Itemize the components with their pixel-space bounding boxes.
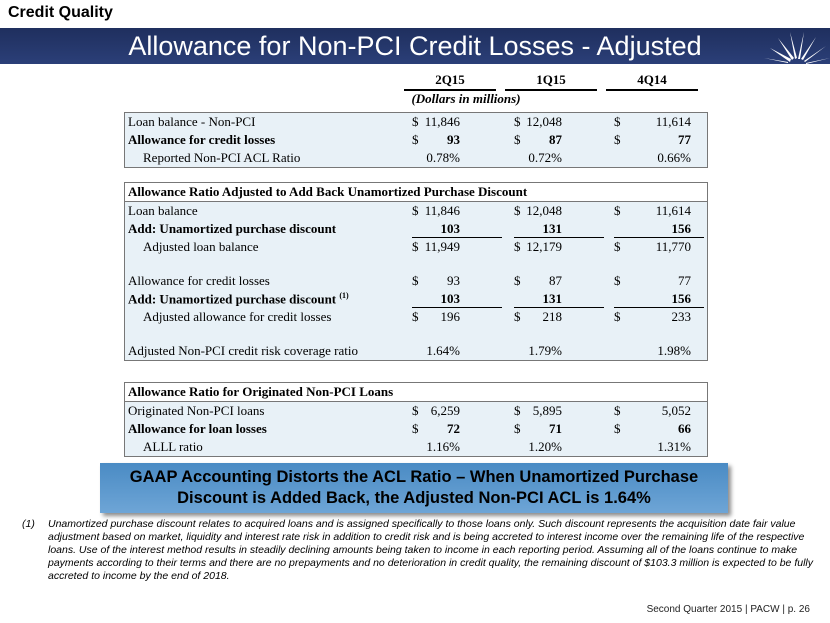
table-heading: [125, 383, 707, 402]
column-header-4q14: 4Q14: [606, 72, 698, 91]
currency-symbol: $: [412, 403, 419, 418]
table-row: [125, 238, 707, 256]
callout-box: [100, 463, 728, 513]
originated-loans-table: [124, 382, 708, 457]
value-4q14: 0.66%: [657, 150, 691, 165]
value-4q14: 66: [678, 421, 691, 436]
currency-symbol: $: [412, 132, 419, 147]
value-4q14: 11,770: [655, 239, 691, 254]
value-1q15: 218: [542, 309, 562, 324]
currency-symbol: $: [412, 114, 419, 129]
currency-symbol: $: [514, 403, 521, 418]
currency-symbol: $: [412, 273, 419, 288]
row-label: [128, 291, 349, 307]
row-label-text: Add: Unamortized purchase discount: [128, 291, 337, 307]
currency-symbol: $: [614, 421, 621, 436]
value-1q15: 12,048: [526, 203, 562, 218]
value-4q14: 156: [671, 291, 691, 306]
row-label: Adjusted allowance for credit losses: [143, 309, 332, 324]
value-2q15: 6,259: [430, 403, 460, 418]
table-heading-label: Allowance Ratio for Originated Non-PCI Loans: [128, 384, 394, 399]
value-1q15: 87: [549, 273, 562, 288]
value-2q15: 0.78%: [426, 150, 460, 165]
value-4q14: 77: [678, 132, 691, 147]
currency-symbol: $: [514, 421, 521, 436]
value-1q15: 131: [542, 291, 562, 306]
page-footer: Second Quarter 2015 | PACW | p. 26: [646, 604, 810, 615]
value-1q15: 1.79%: [528, 343, 562, 358]
table-row: [125, 220, 707, 238]
row-label: Loan balance - Non-PCI: [128, 114, 256, 129]
table-row: [125, 113, 707, 131]
value-2q15: 72: [447, 421, 460, 436]
currency-symbol: $: [514, 273, 521, 288]
currency-symbol: $: [514, 239, 521, 254]
title-bar: [0, 28, 830, 64]
value-1q15: 131: [542, 221, 562, 236]
value-4q14: 11,614: [655, 114, 691, 129]
value-4q14: 1.98%: [657, 343, 691, 358]
units-note: (Dollars in millions): [411, 91, 521, 106]
footnote-number: (1): [22, 518, 35, 530]
table-heading-label: Allowance Ratio Adjusted to Add Back Unamortized Purchase Discount: [128, 184, 528, 199]
row-label: Allowance for credit losses: [128, 132, 276, 147]
currency-symbol: $: [514, 309, 521, 324]
table-row: [125, 402, 707, 420]
value-2q15: 11,846: [424, 114, 460, 129]
value-2q15: 11,846: [424, 203, 460, 218]
column-header-2q15: 2Q15: [404, 72, 496, 91]
value-1q15: 0.72%: [528, 150, 562, 165]
value-2q15: 1.16%: [426, 439, 460, 454]
table-row: [125, 308, 707, 326]
row-label: ALLL ratio: [143, 439, 203, 454]
table-row: [125, 131, 707, 149]
table-row: [125, 149, 707, 167]
value-4q14: 1.31%: [657, 439, 691, 454]
value-4q14: 77: [678, 273, 691, 288]
value-1q15: 12,048: [526, 114, 562, 129]
sunburst-logo-icon: [750, 28, 830, 64]
table-row: [125, 272, 707, 290]
spacer-row: [125, 256, 707, 272]
value-1q15: 12,179: [526, 239, 562, 254]
value-1q15: 5,895: [532, 403, 562, 418]
value-4q14: 233: [671, 309, 691, 324]
spacer-row: [125, 326, 707, 342]
value-1q15: 1.20%: [528, 439, 562, 454]
table-row: [125, 438, 707, 456]
currency-symbol: $: [614, 203, 621, 218]
value-4q14: 5,052: [661, 403, 691, 418]
table-row: [125, 202, 707, 220]
currency-symbol: $: [614, 239, 621, 254]
row-label: Allowance for credit losses: [128, 273, 270, 288]
currency-symbol: $: [614, 309, 621, 324]
value-2q15: 93: [447, 132, 460, 147]
currency-symbol: $: [412, 203, 419, 218]
currency-symbol: $: [614, 114, 621, 129]
row-label: Originated Non-PCI loans: [128, 403, 265, 418]
row-label: Loan balance: [128, 203, 198, 218]
section-label: Credit Quality: [8, 4, 113, 21]
row-label: Allowance for loan losses: [128, 421, 267, 436]
currency-symbol: $: [412, 239, 419, 254]
currency-symbol: $: [614, 273, 621, 288]
row-label: Add: Unamortized purchase discount: [128, 221, 337, 236]
value-1q15: 87: [549, 132, 562, 147]
currency-symbol: $: [514, 114, 521, 129]
value-2q15: 11,949: [424, 239, 460, 254]
value-4q14: 156: [671, 221, 691, 236]
value-1q15: 71: [549, 421, 562, 436]
value-2q15: 196: [440, 309, 460, 324]
value-2q15: 103: [440, 221, 460, 236]
footnote-text: Unamortized purchase discount relates to acquired loans and is assigned specifically to those loans only. Such discount represents the acquisition date fair value adjustment based on market, liquidity and interest rate risk in addition to credit risk and is being accreted to interest income over the remaining life of the respective loans. Use of the interest method results in steadily declining amounts being taken to income in each reporting period. Assuming all of the loans continue to make payments according to their terms and there are no prepayments and no deterioration in credit quality, the remaining discount of $103.3 million is expected to be fully accreted to income by the end of 2018.: [48, 518, 813, 582]
table-row: [125, 290, 707, 308]
footnote: [22, 518, 822, 583]
currency-symbol: $: [614, 403, 621, 418]
currency-symbol: $: [514, 203, 521, 218]
currency-symbol: $: [412, 309, 419, 324]
table-row: [125, 420, 707, 438]
currency-symbol: $: [514, 132, 521, 147]
value-2q15: 1.64%: [426, 343, 460, 358]
non-pci-acl-table: [124, 112, 708, 168]
callout-line-1: GAAP Accounting Distorts the ACL Ratio – When Unamortized Purchase: [129, 468, 699, 486]
page-title: Allowance for Non-PCI Credit Losses - Adjusted: [128, 31, 702, 61]
row-label: Reported Non-PCI ACL Ratio: [143, 150, 301, 165]
value-2q15: 103: [440, 291, 460, 306]
currency-symbol: $: [412, 421, 419, 436]
footnote-marker: (1): [339, 291, 349, 300]
currency-symbol: $: [614, 132, 621, 147]
column-header-1q15: 1Q15: [505, 72, 597, 91]
callout-line-2: Discount is Added Back, the Adjusted Non-PCI ACL is 1.64%: [177, 489, 651, 507]
row-label: Adjusted loan balance: [143, 239, 259, 254]
row-label: Adjusted Non-PCI credit risk coverage ratio: [128, 343, 358, 358]
value-4q14: 11,614: [655, 203, 691, 218]
table-heading: [125, 183, 707, 202]
table-row: [125, 342, 707, 360]
adjusted-allowance-table: [124, 182, 708, 361]
value-2q15: 93: [447, 273, 460, 288]
